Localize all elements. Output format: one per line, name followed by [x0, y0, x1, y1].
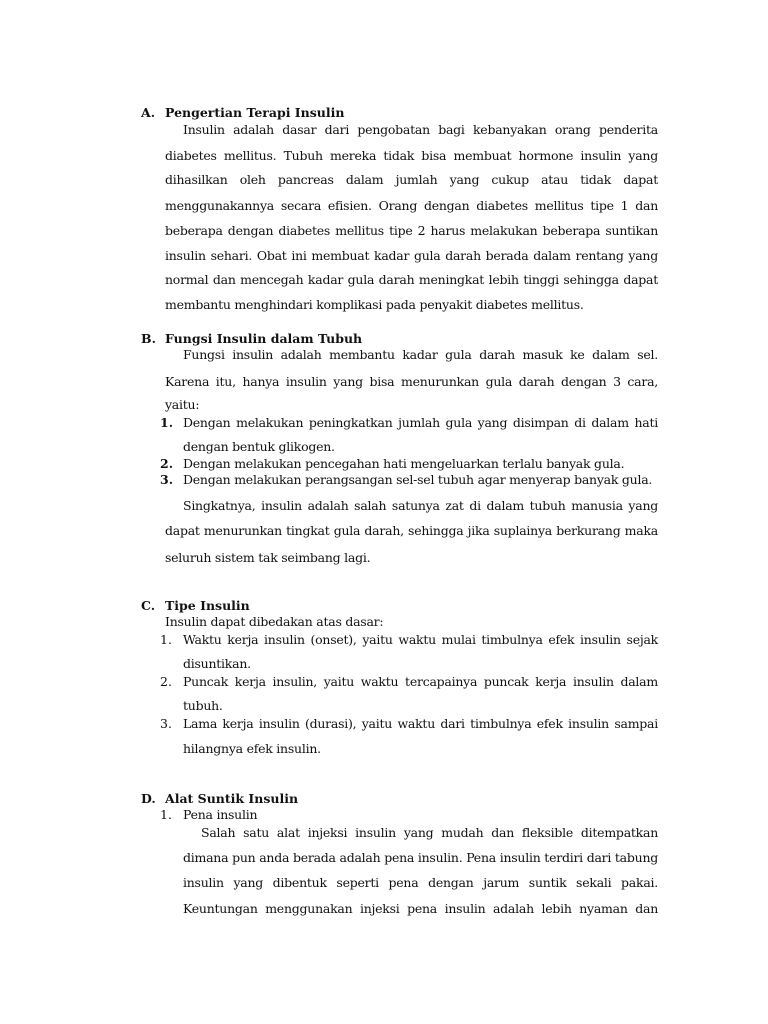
list-item-label: Pena insulin	[183, 807, 258, 822]
section-a-line: menggunakannya secara efisien. Orang dengan diabetes mellitus tipe 1 dan	[165, 198, 658, 213]
list-item-line: Dengan melakukan pencegahan hati mengeluarkan terlalu banyak gula.	[183, 456, 625, 471]
section-d-title: Alat Suntik Insulin	[165, 791, 299, 806]
section-b-intro-line: Karena itu, hanya insulin yang bisa menurunkan gula darah dengan 3 cara,	[165, 374, 658, 389]
section-d-line: Keuntungan menggunakan injeksi pena insulin adalah lebih nyaman dan	[183, 901, 658, 916]
section-a-line: dihasilkan oleh pancreas dalam jumlah yang cukup atau tidak dapat	[165, 172, 658, 187]
section-c-letter: C.	[141, 598, 156, 613]
list-number: 2.	[160, 456, 174, 471]
section-d-letter: D.	[141, 791, 156, 806]
section-b-intro-line: yaitu:	[165, 397, 200, 412]
list-item-line: Waktu kerja insulin (onset), yaitu waktu mulai timbulnya efek insulin sejak	[183, 632, 658, 647]
section-c-intro: Insulin dapat dibedakan atas dasar:	[165, 614, 384, 629]
section-a-line: Insulin adalah dasar dari pengobatan bagi kebanyakan orang penderita	[183, 122, 658, 137]
list-item-line: Dengan melakukan perangsangan sel-sel tubuh agar menyerap banyak gula.	[183, 472, 653, 487]
section-d-line: Salah satu alat injeksi insulin yang mudah dan fleksible ditempatkan	[201, 825, 658, 840]
section-a-letter: A.	[141, 105, 156, 120]
list-item-line: Puncak kerja insulin, yaitu waktu tercapainya puncak kerja insulin dalam	[183, 674, 658, 689]
section-a-line: diabetes mellitus. Tubuh mereka tidak bisa membuat hormone insulin yang	[165, 148, 658, 163]
section-b-summary-line: seluruh sistem tak seimbang lagi.	[165, 550, 371, 565]
section-a-title: Pengertian Terapi Insulin	[165, 105, 345, 120]
section-b-letter: B.	[141, 331, 156, 346]
section-a-line: beberapa dengan diabetes mellitus tipe 2 harus melakukan beberapa suntikan	[165, 223, 658, 238]
section-a-line: insulin sehari. Obat ini membuat kadar gula darah berada dalam rentang yang	[165, 248, 658, 263]
list-item-line: tubuh.	[183, 698, 223, 713]
list-item-line: dengan bentuk glikogen.	[183, 439, 335, 454]
list-item-line: Dengan melakukan peningkatkan jumlah gula yang disimpan di dalam hati	[183, 415, 658, 430]
section-b-summary-line: Singkatnya, insulin adalah salah satunya zat di dalam tubuh manusia yang	[183, 498, 658, 513]
section-c-title: Tipe Insulin	[165, 598, 250, 613]
list-number: 1.	[160, 632, 172, 647]
section-b-intro-line: Fungsi insulin adalah membantu kadar gula darah masuk ke dalam sel.	[183, 347, 658, 362]
list-number: 2.	[160, 674, 172, 689]
list-number: 1.	[160, 415, 174, 430]
section-b-summary-line: dapat menurunkan tingkat gula darah, sehingga jika suplainya berkurang maka	[165, 523, 658, 538]
list-number: 3.	[160, 472, 174, 487]
section-b-title: Fungsi Insulin dalam Tubuh	[165, 331, 363, 346]
list-item-line: hilangnya efek insulin.	[183, 741, 321, 756]
section-d-line: insulin yang dibentuk seperti pena dengan jarum suntik sekali pakai.	[183, 875, 658, 890]
section-d-line: dimana pun anda berada adalah pena insulin. Pena insulin terdiri dari tabung	[183, 850, 658, 865]
section-a-line: normal dan mencegah kadar gula darah meningkat lebih tinggi sehingga dapat	[165, 272, 658, 287]
list-number: 1.	[160, 807, 172, 822]
list-number: 3.	[160, 716, 172, 731]
list-item-line: Lama kerja insulin (durasi), yaitu waktu dari timbulnya efek insulin sampai	[183, 716, 658, 731]
section-a-line: membantu menghindari komplikasi pada penyakit diabetes mellitus.	[165, 297, 584, 312]
list-item-line: disuntikan.	[183, 656, 251, 671]
